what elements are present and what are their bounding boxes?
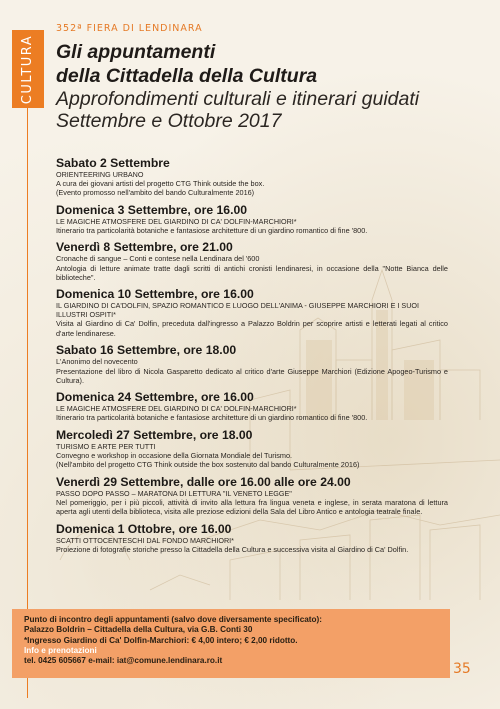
event-subtitle: LE MAGICHE ATMOSFERE DEL GIARDINO DI CA' DOLFIN-MARCHIORI* xyxy=(56,216,297,226)
title-line-1: Gli appuntamenti xyxy=(56,41,216,63)
event-description: Itinerario tra particolarità botaniche e fantasiose architetture di un giardino romantico di fine '800. xyxy=(56,225,368,235)
events-list xyxy=(56,156,448,559)
event-item xyxy=(56,156,448,198)
meeting-point-address: Palazzo Boldrin – Cittadella della Cultura, via G.B. Conti 30 xyxy=(24,625,253,635)
event-title: Sabato 16 Settembre, ore 18.00 xyxy=(56,343,237,358)
event-subtitle: TURISMO E ARTE PER TUTTI xyxy=(56,441,156,451)
event-description: (Nell'ambito del progetto CTG Think outside the box sostenuto dal bando Culturalmente 2016) xyxy=(56,460,360,470)
fair-label: 352ª FIERA DI LENDINARA xyxy=(56,23,203,34)
event-subtitle: SCATTI OTTOCENTESCHI DAL FONDO MARCHIORI* xyxy=(56,535,234,545)
event-description: A cura dei giovani artisti del progetto CTG Think outside the box. xyxy=(56,179,265,188)
event-title: Mercoledì 27 Settembre, ore 18.00 xyxy=(56,427,253,442)
section-tab xyxy=(12,30,44,108)
event-subtitle: L'Anonimo del novecento xyxy=(56,357,138,367)
page-header xyxy=(56,40,486,132)
event-subtitle: Cronache di sangue – Conti e contese nella Lendinara del '600 xyxy=(56,254,260,264)
event-item xyxy=(56,390,448,422)
info-box xyxy=(12,609,450,678)
event-title: Domenica 24 Settembre, ore 16.00 xyxy=(56,390,254,405)
section-tab-label: CULTURA xyxy=(20,34,36,104)
event-title: Domenica 3 Settembre, ore 16.00 xyxy=(56,202,248,217)
info-heading: Info e prenotazioni xyxy=(24,645,97,655)
event-subtitle: IL GIARDINO DI CA'DOLFIN, SPAZIO ROMANTICO E LUOGO DELL'ANIMA - GIUSEPPE MARCHIORI E I SUOI ILLUSTRI OSPITI* xyxy=(56,301,419,320)
event-subtitle: LE MAGICHE ATMOSFERE DEL GIARDINO DI CA' DOLFIN-MARCHIORI* xyxy=(56,404,297,414)
event-title: Domenica 1 Ottobre, ore 16.00 xyxy=(56,521,232,536)
event-subtitle: ORIENTEERING URBANO xyxy=(56,170,144,179)
event-item xyxy=(56,287,448,338)
event-description: Presentazione del libro di Nicola Gasparetto dedicato al critico d'arte Giuseppe Marchiori (Edizione Apogeo-Turismo e Cultura). xyxy=(56,366,448,386)
event-item xyxy=(56,203,448,235)
meeting-point-note: Punto di incontro degli appuntamenti (salvo dove diversamente specificato): xyxy=(24,615,322,624)
event-item xyxy=(56,475,448,517)
event-item xyxy=(56,240,448,282)
ticket-prices: *Ingresso Giardino di Ca' Dolfin-Marchiori: € 4,00 intero; € 2,00 ridotto. xyxy=(24,635,298,645)
event-description: Nel pomeriggio, per i più piccoli, attività di invito alla lettura fra lingua veneta e inglese, in serata maratona di lettura aperta agli utenti della biblioteca, visita alle preziose edizioni della Sala del Libro Antico e antologia teatrale finale. xyxy=(56,497,448,517)
event-item xyxy=(56,522,448,554)
event-subtitle: PASSO DOPO PASSO – MARATONA DI LETTURA "IL VENETO LEGGE" xyxy=(56,488,292,498)
event-title: Venerdì 29 Settembre, dalle ore 16.00 alle ore 24.00 xyxy=(56,474,351,489)
event-item xyxy=(56,428,448,470)
event-description: Visita al Giardino di Ca' Dolfin, preceduta dall'ingresso a Palazzo Boldrin per scoprire artisti e letterati legati al critico d'arte lendinarese. xyxy=(56,319,448,338)
contact-line: tel. 0425 605667 e-mail: iat@comune.lendinara.ro.it xyxy=(24,656,223,666)
event-description: Antologia di letture animate tratte dagli scritti di antichi cronisti lendinaresi, in occasione della "Notte Bianca delle biblioteche". xyxy=(56,263,448,283)
event-title: Venerdì 8 Settembre, ore 21.00 xyxy=(56,240,233,255)
event-description: Convegno e workshop in occasione della Giornata Mondiale del Turismo. xyxy=(56,450,293,460)
page-number: 35 xyxy=(453,661,471,677)
subtitle-line-1: Approfondimenti culturali e itinerari guidati xyxy=(56,88,420,110)
subtitle-line-2: Settembre e Ottobre 2017 xyxy=(56,110,282,132)
event-description: (Evento promosso nell'ambito del bando Culturalmente 2016) xyxy=(56,188,255,198)
event-title: Domenica 10 Settembre, ore 16.00 xyxy=(56,287,254,302)
event-item xyxy=(56,343,448,385)
event-description: Itinerario tra particolarità botaniche e fantasiose architetture di un giardino romantico di fine '800. xyxy=(56,413,368,423)
title-line-2: della Cittadella della Cultura xyxy=(56,65,318,87)
event-title: Sabato 2 Settembre xyxy=(56,156,170,170)
event-description: Proiezione di fotografie storiche presso la Cittadella della Cultura e successiva visita al Giardino di Ca' Dolfin. xyxy=(56,544,409,554)
